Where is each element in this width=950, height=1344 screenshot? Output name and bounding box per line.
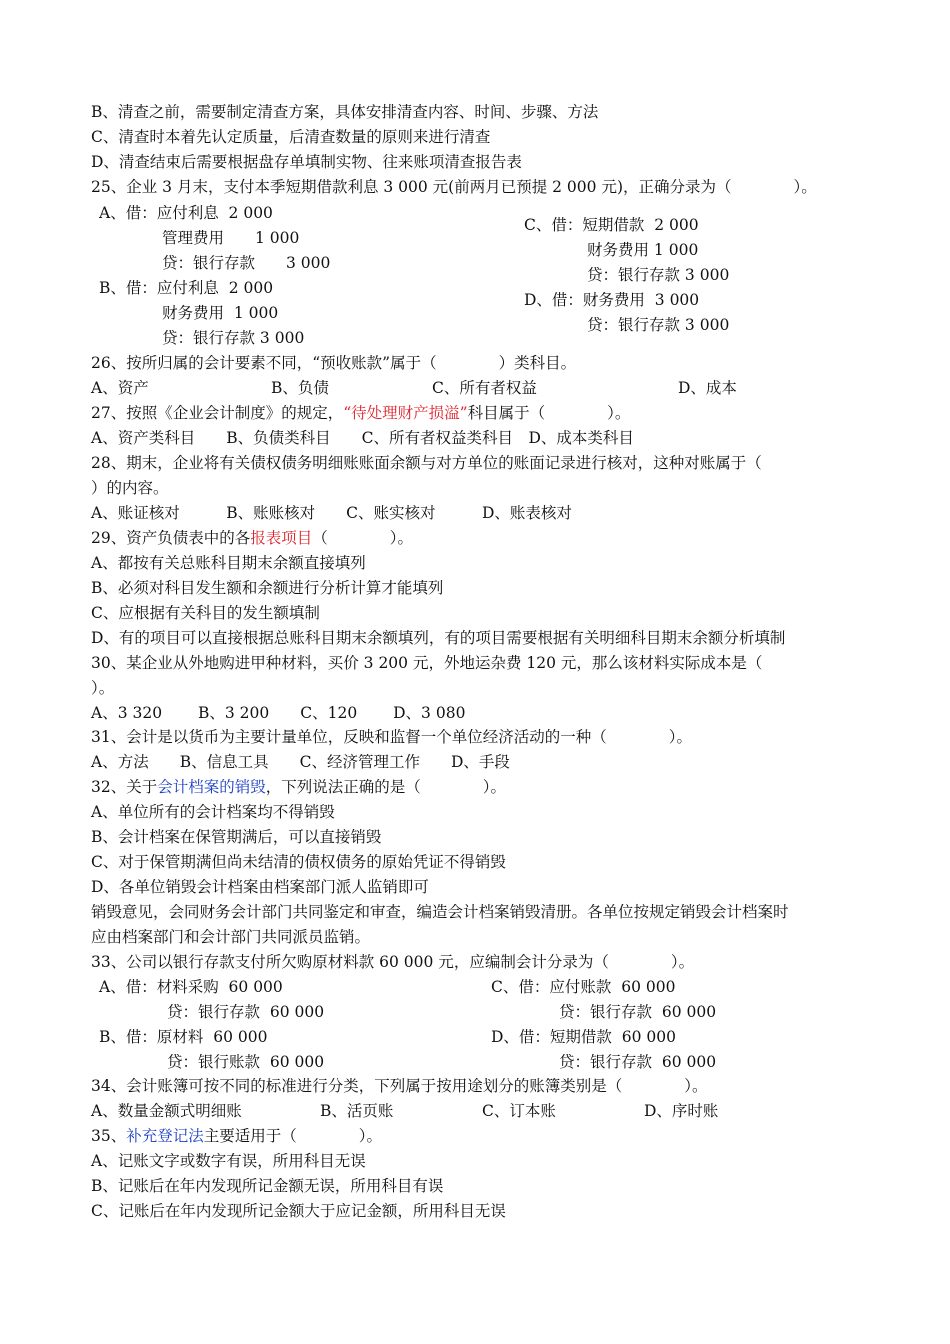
q26-option-b: B、负债	[271, 379, 329, 397]
q25-option-c-line3: 贷：银行存款 3 000	[587, 266, 730, 284]
q32-text-end: ，下列说法正确的是（ ）。	[265, 778, 507, 796]
q33-option-d: D、借：短期借款 60 000	[491, 1028, 677, 1046]
question-25: 25、企业 3 月末，支付本季短期借款利息 3 000 元(前两月已预提 2 000 元)，正确分录为（ ）。	[91, 178, 817, 196]
q29-option-c: C、应根据有关科目的发生额填制	[91, 604, 320, 622]
q26-option-a: A、资产	[91, 379, 149, 397]
q32-option-d: D、各单位销毁会计档案由档案部门派人监销即可	[91, 878, 429, 896]
q32-option-c: C、对于保管期满但尚未结清的债权债务的原始凭证不得销毁	[91, 853, 506, 871]
q32-highlight: 会计档案的销毁	[157, 778, 266, 796]
option-line: C、清查时本着先认定质量，后清查数量的原则来进行清查	[91, 128, 491, 146]
q35-option-a: A、记账文字或数字有误，所用科目无误	[91, 1152, 366, 1170]
q31-options: A、方法 B、信息工具 C、经济管理工作 D、手段	[91, 753, 510, 771]
question-30: 30、某企业从外地购进甲种材料，买价 3 200 元，外地运杂费 120 元，那么该材料实际成本是（	[91, 654, 763, 672]
q26-option-d: D、成本	[678, 379, 737, 397]
question-26: 26、按所归属的会计要素不同，“预收账款”属于（ ）类科目。	[91, 354, 577, 372]
q27-text-end: 科目属于（ ）。	[467, 404, 631, 422]
question-32	[91, 777, 506, 797]
q32-text: 32、关于	[91, 778, 158, 796]
q28-options: A、账证核对 B、账账核对 C、账实核对 D、账表核对	[91, 504, 572, 522]
q33-option-c-line2: 贷：银行存款 60 000	[559, 1003, 717, 1021]
q25-option-c-line2: 财务费用 1 000	[587, 241, 699, 259]
q25-option-a: A、借：应付利息 2 000	[99, 204, 273, 222]
q27-highlight: “待处理财产损溢”	[343, 404, 468, 422]
question-34: 34、会计账簿可按不同的标准进行分类，下列属于按用途划分的账簿类别是（ ）。	[91, 1077, 708, 1095]
q25-option-d-line2: 贷：银行存款 3 000	[587, 316, 730, 334]
q33-option-b-line2: 贷：银行账款 60 000	[167, 1053, 325, 1071]
q35-highlight: 补充登记法	[126, 1127, 204, 1145]
q27-options: A、资产类科目 B、负债类科目 C、所有者权益类科目 D、成本类科目	[91, 429, 634, 447]
question-27	[91, 403, 630, 423]
q33-option-a: A、借：材料采购 60 000	[99, 978, 283, 996]
note-line: 应由档案部门和会计部门共同派员监销。	[91, 928, 371, 946]
q33-option-a-line2: 贷：银行存款 60 000	[167, 1003, 325, 1021]
q29-text-end: （ ）。	[312, 529, 414, 547]
question-29	[91, 528, 413, 548]
question-30-line2: ）。	[91, 679, 115, 697]
q35-text: 35、	[91, 1127, 127, 1145]
q33-option-d-line2: 贷：银行存款 60 000	[559, 1053, 717, 1071]
q29-highlight: 报表项目	[250, 529, 313, 547]
q33-option-c: C、借：应付账款 60 000	[491, 978, 676, 996]
q33-option-b: B、借：原材料 60 000	[99, 1028, 268, 1046]
q32-option-a: A、单位所有的会计档案均不得销毁	[91, 803, 335, 821]
q35-option-c: C、记账后在年内发现所记金额大于应记金额，所用科目无误	[91, 1202, 506, 1220]
q34-option-b: B、活页账	[320, 1102, 394, 1120]
q32-option-b: B、会计档案在保管期满后，可以直接销毁	[91, 828, 382, 846]
q34-option-a: A、数量金额式明细账	[91, 1102, 242, 1120]
note-line: 销毁意见，会同财务会计部门共同鉴定和审查，编造会计档案销毁清册。各单位按规定销毁会计档案时	[91, 903, 789, 921]
q30-options: A、3 320 B、3 200 C、120 D、3 080	[91, 704, 466, 722]
q29-option-b: B、必须对科目发生额和余额进行分析计算才能填列	[91, 579, 444, 597]
q34-option-c: C、订本账	[482, 1102, 556, 1120]
question-31: 31、会计是以货币为主要计量单位，反映和监督一个单位经济活动的一种（ ）。	[91, 728, 692, 746]
question-28-line2: ）的内容。	[91, 479, 169, 497]
q25-option-b-line2: 财务费用 1 000	[162, 304, 279, 322]
q25-option-a-line2: 管理费用 1 000	[162, 229, 300, 247]
q27-text: 27、按照《企业会计制度》的规定，	[91, 404, 344, 422]
q25-option-b-line3: 贷：银行存款 3 000	[162, 329, 305, 347]
q35-text-end: 主要适用于（ ）。	[203, 1127, 383, 1145]
q25-option-a-line3: 贷：银行存款 3 000	[162, 254, 331, 272]
option-line: D、清查结束后需要根据盘存单填制实物、往来账项清查报告表	[91, 153, 522, 171]
question-35	[91, 1126, 382, 1146]
q29-option-d: D、有的项目可以直接根据总账科目期末余额填列，有的项目需要根据有关明细科目期末余额分析填制	[91, 629, 786, 647]
q35-option-b: B、记账后在年内发现所记金额无误，所用科目有误	[91, 1177, 444, 1195]
q25-option-b: B、借：应付利息 2 000	[99, 279, 274, 297]
q29-option-a: A、都按有关总账科目期末余额直接填列	[91, 554, 366, 572]
q25-option-d: D、借：财务费用 3 000	[524, 291, 700, 309]
q25-option-c: C、借：短期借款 2 000	[524, 216, 699, 234]
q34-option-d: D、序时账	[644, 1102, 719, 1120]
q26-option-c: C、所有者权益	[432, 379, 537, 397]
question-33: 33、公司以银行存款支付所欠购原材料款 60 000 元，应编制会计分录为（ ）。	[91, 953, 695, 971]
q29-text: 29、资产负债表中的各	[91, 529, 251, 547]
question-28: 28、期末，企业将有关债权债务明细账账面余额与对方单位的账面记录进行核对，这种对账属于（	[91, 454, 762, 472]
option-line: B、清查之前，需要制定清查方案，具体安排清查内容、时间、步骤、方法	[91, 103, 599, 121]
